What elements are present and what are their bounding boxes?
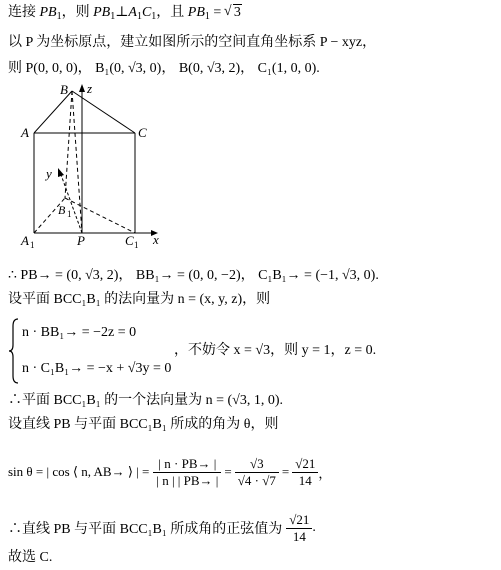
text: C <box>141 5 152 20</box>
frac-3 <box>292 456 318 489</box>
line-4: ∴ PB→ = (0, √3, 2)， BB₁→ = (0, 0, −2)， C₁B₁→ = (−1, √3, 0). <box>8 268 379 283</box>
text: 1 <box>204 11 210 22</box>
label-x: x <box>153 232 159 247</box>
system-tail: ，不妨令 x = √3，则 y = 1，z = 0. <box>174 343 377 358</box>
line-7: ∴平面 BCC₁B₁ 的一个法向量为 n = (√3, 1, 0). <box>8 393 284 408</box>
edge-B-A <box>34 91 72 133</box>
text: 1 <box>56 11 62 22</box>
text: 1 <box>110 11 116 22</box>
frac-2 <box>235 456 279 489</box>
line-1 <box>8 4 242 26</box>
edge-B-C <box>72 91 135 133</box>
text: = <box>209 5 225 20</box>
label-A1-sub: 1 <box>30 240 35 250</box>
line-10-tail: . <box>312 520 316 535</box>
prism-figure <box>14 80 174 252</box>
system-brace <box>8 318 20 384</box>
text: ，则 <box>61 5 94 20</box>
frac-2-den: √4 · √7 <box>237 472 276 488</box>
line-10-text: ∴直线 PB 与平面 BCC₁B₁ 所成角的正弦值为 <box>8 522 283 537</box>
label-A1: A <box>21 233 29 248</box>
edge-B1-C1 <box>65 198 135 233</box>
text: PB <box>187 5 205 20</box>
answer-num: √21 <box>286 512 312 529</box>
text: A <box>128 5 137 20</box>
label-C: C <box>138 125 147 140</box>
frac-2-num: √3 <box>235 456 279 473</box>
line-5: 设平面 BCC₁B₁ 的法向量为 n = (x, y, z)，则 <box>8 292 271 307</box>
line-11: 故选 C. <box>8 550 53 565</box>
sin-tail: ， <box>318 465 332 481</box>
line-3: 则 P(0, 0, 0)， B₁(0, √3, 0)， B(0, √3, 2)， C₁(1, 0, 0). <box>8 61 320 76</box>
text: 连接 <box>8 5 40 20</box>
label-C1: C <box>125 233 134 248</box>
line-8: 设直线 PB 与平面 BCC₁B₁ 所成的角为 θ，则 <box>8 417 279 432</box>
label-A: A <box>21 125 29 140</box>
line-10 <box>8 508 316 548</box>
label-B1-sub: 1 <box>67 209 72 219</box>
equals: = <box>281 464 290 479</box>
y-arrow <box>58 168 64 177</box>
label-P: P <box>77 233 85 248</box>
text: PB <box>39 5 57 20</box>
label-B: B <box>60 82 68 97</box>
z-arrow <box>79 84 85 92</box>
frac-3-num: √21 <box>292 456 318 473</box>
system-eq-1: n · BB₁→ = −2z = 0 <box>22 325 137 340</box>
frac-1 <box>153 456 221 489</box>
label-y: y <box>46 166 52 181</box>
edge-B-B1 <box>65 91 72 198</box>
text: 3 <box>233 5 241 20</box>
frac-1-num: | n · PB→ | <box>153 456 221 473</box>
equals: = <box>224 464 232 479</box>
text: 1 <box>136 11 142 22</box>
sin-lhs: sin θ = | cos ⟨ n, AB→ ⟩ | = <box>8 464 150 479</box>
line-2: 以 P 为坐标原点，建立如图所示的空间直角坐标系 P − xyz， <box>8 35 377 50</box>
sqrt <box>225 4 242 22</box>
text: ⊥ <box>115 5 129 20</box>
text: PB <box>93 5 111 20</box>
system-eq-2: n · C₁B₁→ = −x + √3y = 0 <box>22 361 172 376</box>
edge-B-P <box>72 91 82 233</box>
label-C1-sub: 1 <box>134 240 139 250</box>
frac-3-den: 14 <box>298 472 312 488</box>
sin-formula <box>8 444 331 500</box>
answer-den: 14 <box>292 528 306 544</box>
label-B1: B <box>58 203 66 217</box>
text: 1 <box>151 11 157 22</box>
frac-1-den: | n | | PB→ | <box>156 472 219 488</box>
label-z: z <box>87 81 93 96</box>
text: ，且 <box>156 5 188 20</box>
answer-frac <box>286 512 312 545</box>
